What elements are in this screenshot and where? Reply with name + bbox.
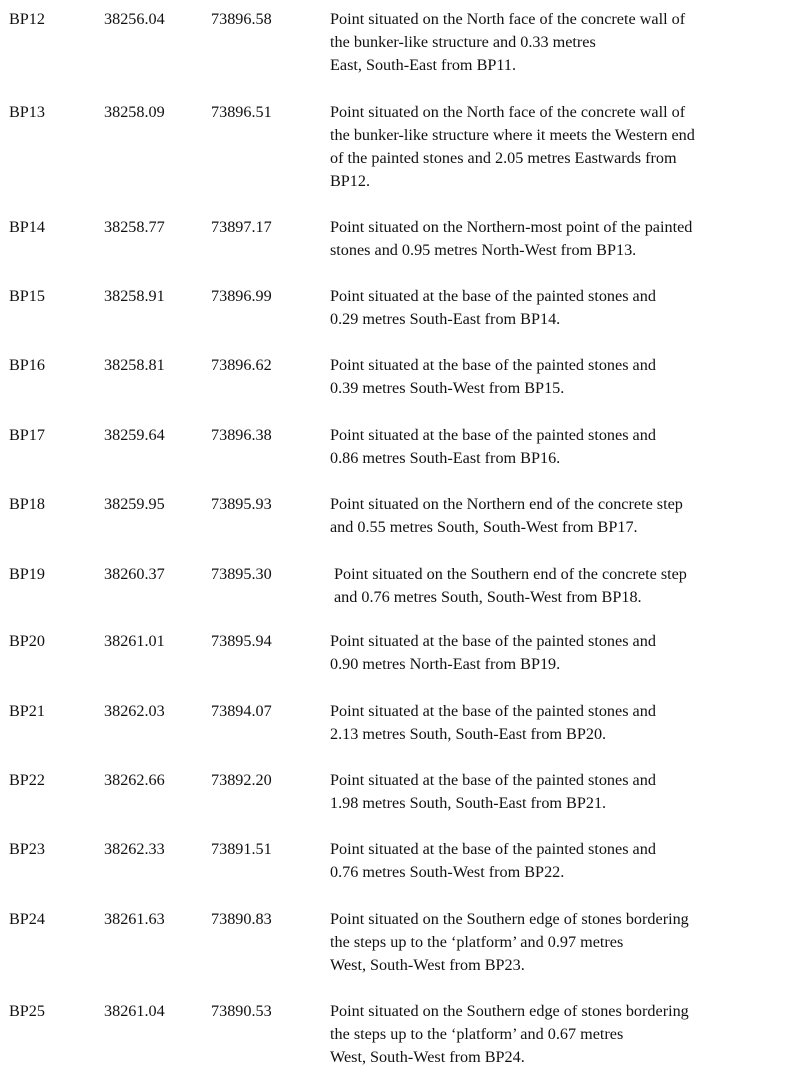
easting: 38262.66 <box>104 771 165 789</box>
point-description <box>330 769 790 815</box>
point-id: BP17 <box>9 426 45 444</box>
description-line: the steps up to the ‘platform’ and 0.67 metres <box>330 1025 624 1043</box>
description-line: Point situated at the base of the painted stones and <box>330 287 656 305</box>
easting: 38260.37 <box>104 565 165 583</box>
easting: 38259.64 <box>104 426 165 444</box>
northing: 73897.17 <box>211 218 272 236</box>
description-line: Point situated on the Southern edge of stones bordering <box>330 910 689 928</box>
easting: 38258.81 <box>104 356 165 374</box>
description-line: Point situated at the base of the painted stones and <box>330 632 656 650</box>
easting: 38259.95 <box>104 495 165 513</box>
point-id: BP21 <box>9 702 45 720</box>
northing: 73894.07 <box>211 702 272 720</box>
point-description <box>330 424 790 470</box>
point-id: BP18 <box>9 495 45 513</box>
northing: 73896.99 <box>211 287 272 305</box>
description-line: West, South-West from BP23. <box>330 956 525 974</box>
point-id: BP16 <box>9 356 45 374</box>
description-line: and 0.55 metres South, South-West from BP17. <box>330 518 638 536</box>
description-line: 0.86 metres South-East from BP16. <box>330 449 561 467</box>
point-id: BP22 <box>9 771 45 789</box>
description-line: Point situated on the North face of the concrete wall of <box>330 103 686 121</box>
description-line: Point situated at the base of the painted stones and <box>330 356 656 374</box>
northing: 73892.20 <box>211 771 272 789</box>
description-line: West, South-West from BP24. <box>330 1048 525 1066</box>
point-id: BP19 <box>9 565 45 583</box>
description-line: BP12. <box>330 172 371 190</box>
point-id: BP14 <box>9 218 45 236</box>
northing: 73896.51 <box>211 103 272 121</box>
description-line: 2.13 metres South, South-East from BP20. <box>330 725 607 743</box>
northing: 73896.38 <box>211 426 272 444</box>
point-id: BP24 <box>9 910 45 928</box>
point-id: BP25 <box>9 1002 45 1020</box>
point-id: BP20 <box>9 632 45 650</box>
easting: 38262.33 <box>104 840 165 858</box>
description-line: Point situated at the base of the painted stones and <box>330 771 656 789</box>
description-line: the bunker-like structure where it meets the Western end <box>330 126 695 144</box>
point-description <box>330 838 790 884</box>
point-description <box>330 354 790 400</box>
description-line: 0.76 metres South-West from BP22. <box>330 863 565 881</box>
description-line: of the painted stones and 2.05 metres Eastwards from <box>330 149 677 167</box>
description-line: Point situated at the base of the painted stones and <box>330 426 656 444</box>
easting: 38258.91 <box>104 287 165 305</box>
description-line: Point situated on the Northern-most point of the painted <box>330 218 693 236</box>
description-line: stones and 0.95 metres North-West from BP13. <box>330 241 637 259</box>
description-line: the bunker-like structure and 0.33 metres <box>330 33 596 51</box>
easting: 38261.04 <box>104 1002 165 1020</box>
point-id: BP15 <box>9 287 45 305</box>
point-description <box>334 563 794 609</box>
description-line: 0.29 metres South-East from BP14. <box>330 310 561 328</box>
easting: 38256.04 <box>104 10 165 28</box>
point-description <box>330 216 790 262</box>
northing: 73890.53 <box>211 1002 272 1020</box>
northing: 73890.83 <box>211 910 272 928</box>
point-description <box>330 630 790 676</box>
point-description <box>330 8 790 77</box>
point-id: BP13 <box>9 103 45 121</box>
point-description <box>330 285 790 331</box>
point-id: BP12 <box>9 10 45 28</box>
easting: 38261.63 <box>104 910 165 928</box>
easting: 38258.77 <box>104 218 165 236</box>
northing: 73896.62 <box>211 356 272 374</box>
description-line: 0.39 metres South-West from BP15. <box>330 379 565 397</box>
description-line: and 0.76 metres South, South-West from BP18. <box>334 588 642 606</box>
point-description <box>330 493 790 539</box>
description-line: Point situated at the base of the painted stones and <box>330 702 656 720</box>
point-id: BP23 <box>9 840 45 858</box>
northing: 73895.94 <box>211 632 272 650</box>
description-line: the steps up to the ‘platform’ and 0.97 metres <box>330 933 624 951</box>
northing: 73896.58 <box>211 10 272 28</box>
description-line: Point situated on the Northern end of the concrete step <box>330 495 683 513</box>
point-description <box>330 700 790 746</box>
easting: 38262.03 <box>104 702 165 720</box>
northing: 73895.93 <box>211 495 272 513</box>
easting: 38261.01 <box>104 632 165 650</box>
description-line: Point situated on the Southern edge of stones bordering <box>330 1002 689 1020</box>
northing: 73891.51 <box>211 840 272 858</box>
easting: 38258.09 <box>104 103 165 121</box>
description-line: East, South-East from BP11. <box>330 56 516 74</box>
northing: 73895.30 <box>211 565 272 583</box>
point-description <box>330 101 790 193</box>
description-line: Point situated on the Southern end of the concrete step <box>334 565 687 583</box>
description-line: 0.90 metres North-East from BP19. <box>330 655 561 673</box>
point-description <box>330 1000 790 1069</box>
description-line: Point situated on the North face of the concrete wall of <box>330 10 686 28</box>
description-line: 1.98 metres South, South-East from BP21. <box>330 794 607 812</box>
description-line: Point situated at the base of the painted stones and <box>330 840 656 858</box>
point-description <box>330 908 790 977</box>
